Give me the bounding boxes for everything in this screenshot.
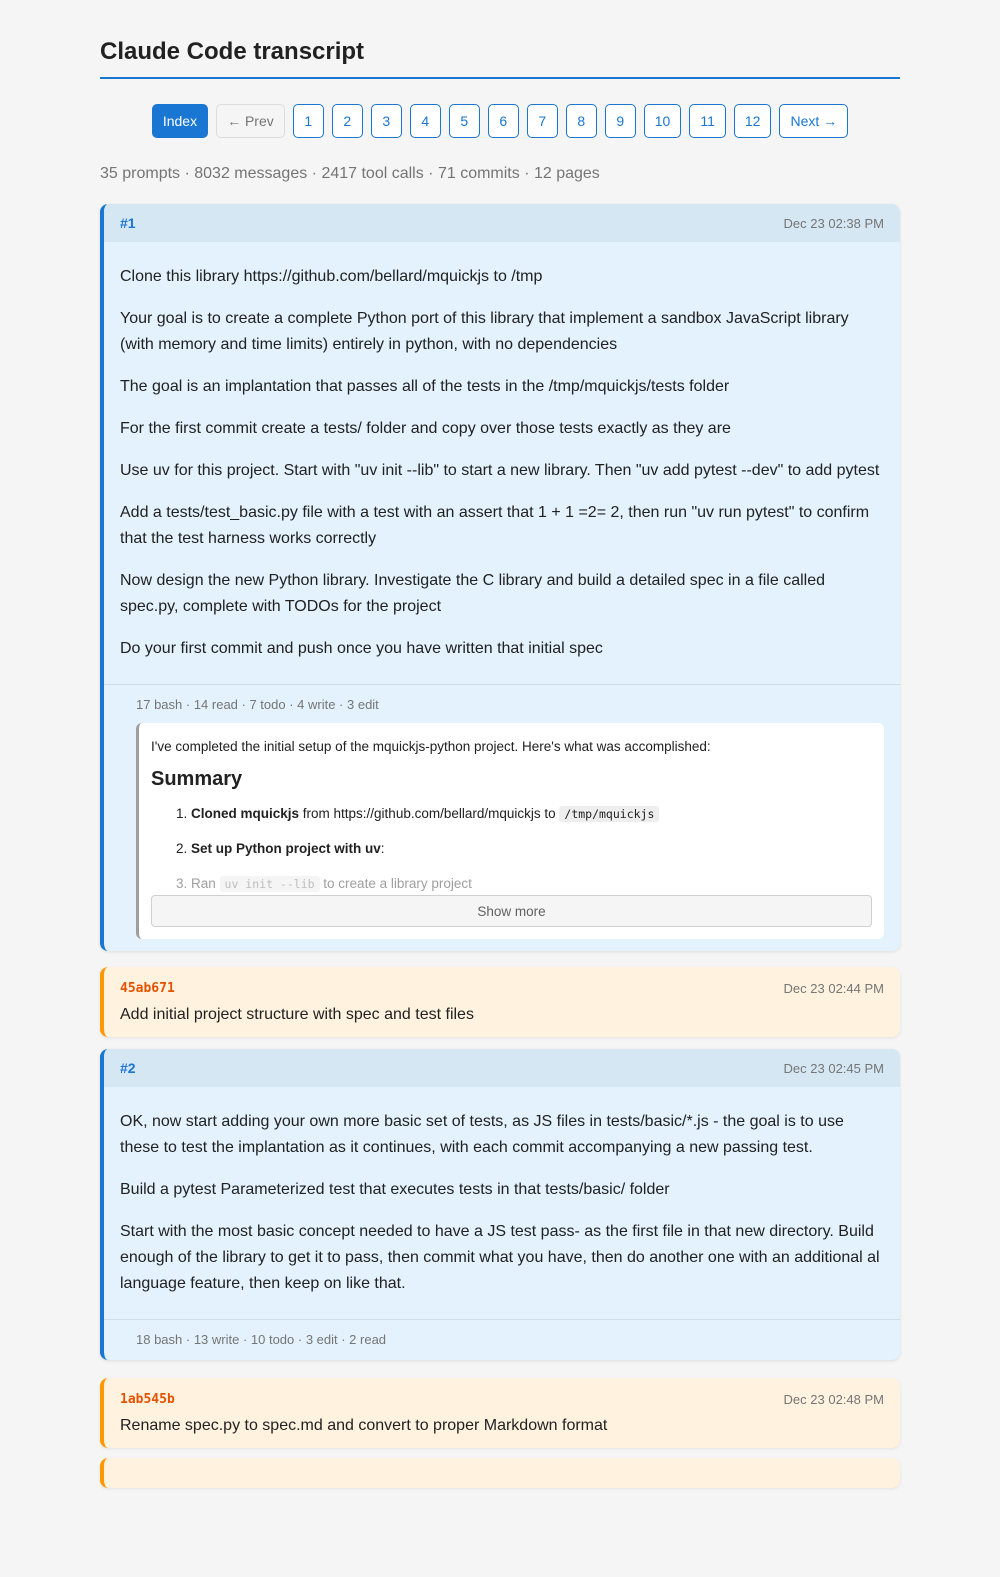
commit-message: Rename spec.py to spec.md and convert to proper Markdown format [120,1417,608,1434]
page-title: Claude Code transcript [100,38,900,79]
prompt-body [104,1087,900,1319]
prompt-footer [104,684,900,951]
pagination [100,104,900,138]
list-item [191,805,872,823]
index-link[interactable]: Index [152,104,208,138]
prompt-paragraph: Use uv for this project. Start with "uv init --lib" to start a new library. Then "uv add pytest --dev" to add pytest [120,462,880,479]
prompt-number-link[interactable]: #2 [120,1060,136,1076]
page-link-5[interactable]: 5 [449,104,480,138]
list-item-text: Ran [191,876,220,891]
page-link-12[interactable]: 12 [734,104,772,138]
list-item-text: to create a library project [319,876,472,891]
prompt-paragraph: For the first commit create a tests/ folder and copy over those tests exactly as they are [120,420,731,437]
list-item-bold: Cloned mquickjs [191,806,300,821]
page-link-1[interactable]: 1 [293,104,324,138]
prompt-header [104,204,900,242]
list-item-bold: Set up Python project with uv [191,841,381,856]
tool-call-stats: 17 bash · 14 read · 7 todo · 4 write · 3 edit [136,697,379,712]
page-link-4[interactable]: 4 [410,104,441,138]
response-intro: I've completed the initial setup of the mquickjs-python project. Here's what was accomplished: [151,739,711,754]
prompt-paragraph: Start with the most basic concept needed to have a JS test pass- as the first file in that new directory. Build enough of the library to get it to pass, then commit what you have, then do another one with an additional al language feature, then keep on like that. [120,1223,880,1292]
page-link-6[interactable]: 6 [488,104,519,138]
assistant-response [136,723,884,939]
tool-call-stats: 18 bash · 13 write · 10 todo · 3 edit · 2 read [136,1332,387,1347]
prompt-paragraph: Add a tests/test_basic.py file with a test with an assert that 1 + 1 =2= 2, then run "uv run pytest" to confirm that the test harness works correctly [120,504,870,547]
prev-link: ← Prev [216,104,285,138]
page-link-9[interactable]: 9 [605,104,636,138]
inline-code: /tmp/mquickjs [559,806,659,822]
prompt-number-link[interactable]: #1 [120,215,136,231]
commit-header [120,1392,884,1407]
show-more-button[interactable]: Show more [151,895,872,927]
commit-timestamp: Dec 23 02:48 PM [783,1392,884,1407]
page-link-10[interactable]: 10 [644,104,682,138]
commit-hash-link[interactable]: 45ab671 [120,981,175,996]
prompt-footer [104,1319,900,1360]
prompt-timestamp: Dec 23 02:38 PM [783,215,884,231]
commit-card [100,1378,900,1448]
prompt-body [104,242,900,684]
prompt-paragraph: Your goal is to create a complete Python port of this library that implement a sandbox JavaScript library (with memory and time limits) entirely in python, with no dependencies [120,310,849,353]
page-link-3[interactable]: 3 [371,104,402,138]
prompt-paragraph: OK, now start adding your own more basic set of tests, as JS files in tests/basic/*.js - the goal is to use these to test the implantation as it continues, with each commit accompanying a new passing test. [120,1113,844,1156]
commit-message: Add initial project structure with spec and test files [120,1006,474,1023]
page-link-11[interactable]: 11 [689,104,726,138]
page-link-8[interactable]: 8 [566,104,597,138]
prompt-paragraph: Build a pytest Parameterized test that executes tests in that tests/basic/ folder [120,1181,670,1198]
list-item-text: from https://github.com/bellard/mquickjs to [299,806,560,821]
page-link-7[interactable]: 7 [527,104,558,138]
response-heading: Summary [151,768,243,790]
next-link[interactable]: Next → [779,104,848,138]
page-link-2[interactable]: 2 [332,104,363,138]
prompt-header [104,1049,900,1087]
prompt-paragraph: The goal is an implantation that passes all of the tests in the /tmp/mquickjs/tests folder [120,378,730,395]
prompt-paragraph: Clone this library https://github.com/bellard/mquickjs to /tmp [120,268,543,285]
inline-code: uv init --lib [220,876,320,892]
commit-card [100,967,900,1037]
response-list [151,805,872,893]
prompt-card [100,204,900,951]
commit-timestamp: Dec 23 02:44 PM [783,981,884,996]
list-item [191,840,872,858]
commit-card [100,1458,900,1488]
transcript-stats: 35 prompts · 8032 messages · 2417 tool calls · 71 commits · 12 pages [100,165,600,182]
prompt-paragraph: Now design the new Python library. Investigate the C library and build a detailed spec in a file called spec.py, complete with TODOs for the project [120,572,825,615]
transcript-container [100,0,900,1488]
list-item [191,875,872,893]
prompt-paragraph: Do your first commit and push once you have written that initial spec [120,640,603,657]
commit-hash-link[interactable]: 1ab545b [120,1392,175,1407]
commit-header [120,981,884,996]
list-item-text: : [380,841,385,856]
prompt-card [100,1049,900,1360]
prompt-timestamp: Dec 23 02:45 PM [783,1060,884,1076]
